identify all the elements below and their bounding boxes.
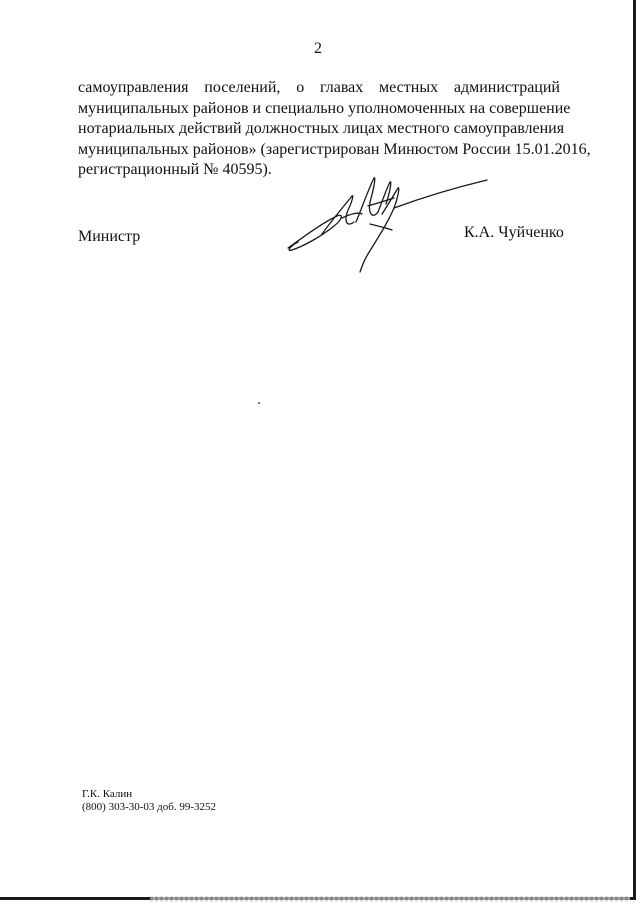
body-line-1: самоуправления поселений, о главах местных администраций (78, 79, 560, 96)
body-line-3: нотариальных действий должностных лицах местного самоуправления (78, 120, 565, 137)
executor-name: Г.К. Калин (82, 788, 133, 800)
handwritten-signature (282, 168, 492, 278)
signatory-name: К.А. Чуйченко (464, 224, 564, 241)
scan-speck (258, 402, 260, 404)
executor-info (82, 788, 216, 814)
scan-edge-mark (150, 896, 630, 902)
body-line-4: муниципальных районов» (зарегистрирован Минюстом России 15.01.2016, (78, 140, 591, 158)
body-line-2: муниципальных районов и специально уполномоченных на совершение (78, 99, 571, 117)
body-line-5: регистрационный № 40595). (78, 161, 272, 178)
signatory-title: Министр (78, 228, 141, 245)
body-paragraph (78, 78, 591, 181)
executor-phone: (800) 303-30-03 доб. 99-3252 (82, 801, 217, 813)
page-number: 2 (314, 40, 322, 57)
